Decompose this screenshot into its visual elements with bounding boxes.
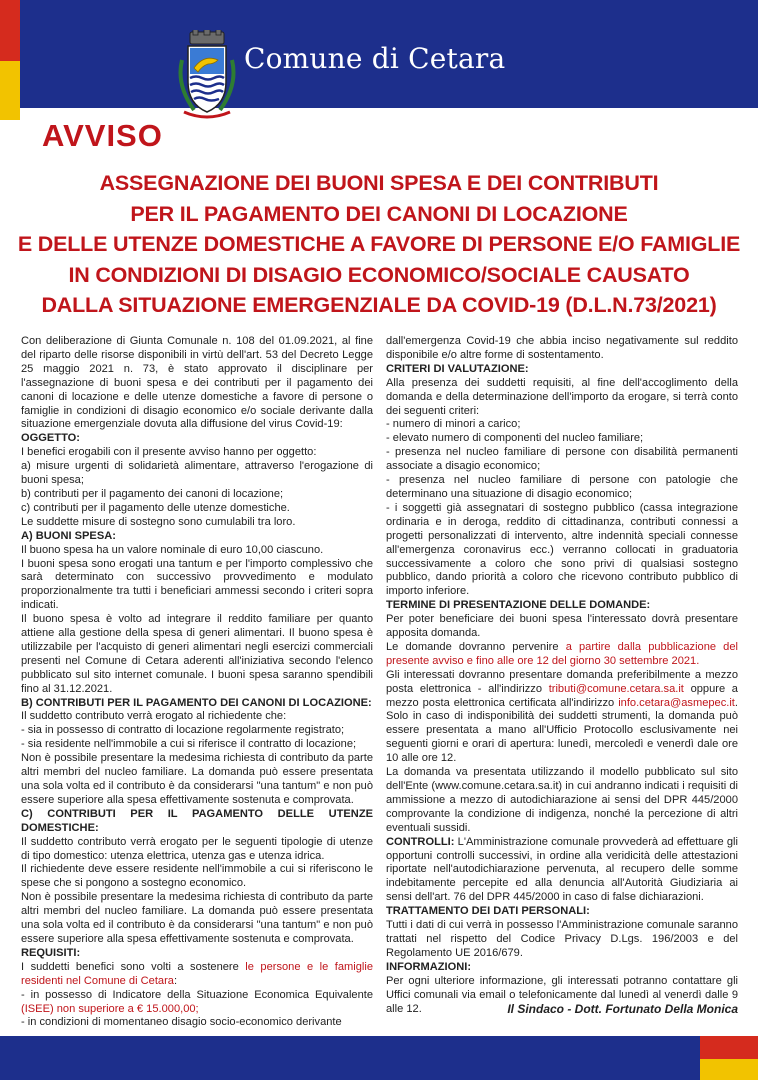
body-column-left: [21, 335, 373, 1030]
paragraph: I benefici erogabili con il presente avviso hanno per oggetto:: [21, 446, 317, 459]
section-heading-oggetto: OGGETTO:: [21, 432, 80, 445]
headline-line: IN CONDIZIONI DI DISAGIO ECONOMICO/SOCIALE CAUSATO: [68, 262, 690, 287]
text-run: . Solo in caso di indisponibilità dei suddetti strumenti, la domanda può essere presentata a mano all'Ufficio Protocollo esclusivamente nei seguenti giorni e orari di apertura: lunedì, mercoledì e venerdì dale ore 10 alle ore 12.: [386, 696, 738, 765]
paragraph: Per ogni ulteriore informazione, gli interessati potranno contattare gli Uffici comunali via email o telefonicamente dal lunedì al venerdì dalle 9 alle 12.: [386, 974, 738, 1015]
paragraph: [386, 836, 738, 906]
notice-headline: [0, 168, 758, 321]
town-crest-icon: [174, 30, 240, 120]
footer-band-blue: [0, 1036, 700, 1080]
paragraph: Il suddetto contributo verrà erogato al richiedente che:: [21, 710, 287, 723]
list-item: - sia residente nell'immobile a cui si riferisce il contratto di locazione;: [21, 738, 357, 751]
paragraph: Il buono spesa ha un valore nominale di euro 10,00 ciascuno.: [21, 543, 324, 556]
paragraph: Non è possibile presentare la medesima richiesta di contributo da parte altri membri del nucleo familiare. La domanda può essere presentata una sola volta ed il contributo è da considerarsi "una tantum" e non può essere superiore alla spesa effettivamente sostenuta e comprovata.: [21, 752, 373, 806]
footer-stripe-yellow: [700, 1059, 758, 1080]
highlight-text: (ISEE) non superiore a € 15.000,00;: [21, 1002, 199, 1015]
list-item: - elevato numero di componenti del nucleo familiare;: [386, 432, 644, 445]
deadline-text: a partire dalla pubblicazione del presente avviso e fino alle ore 12 del giorno 30 settembre 2021.: [386, 640, 738, 667]
text-run: oppure a mezzo posta elettronica certificata all'indirizzo: [386, 682, 738, 709]
list-item: b) contributi per il pagamento dei canoni di locazione;: [21, 487, 284, 500]
paragraph: Il suddetto contributo verrà erogato per le seguenti tipologie di utenze di tipo domestico: utenza elettrica, utenza gas e utenza idrica.: [21, 835, 373, 862]
headline-line: DALLA SITUAZIONE EMERGENZIALE DA COVID-19 (D.L.N.73/2021): [41, 293, 717, 317]
headline-line: PER IL PAGAMENTO DEI CANONI DI LOCAZIONE: [130, 201, 628, 226]
email-link[interactable]: tributi@comune.cetara.sa.it: [548, 682, 684, 695]
paragraph: Non è possibile presentare la medesima richiesta di contributo da parte altri membri del nucleo familiare. La domanda può essere presentata una sola volta ed il contributo è da considerarsi "una tantum" e non può essere superiore alla spesa effettivamente sostenuta e comprovata.: [21, 891, 373, 945]
section-heading-criteri: CRITERI DI VALUTAZIONE:: [386, 362, 529, 375]
section-heading-informazioni: INFORMAZIONI:: [386, 960, 472, 973]
text-run: I suddetti benefici sono volti a sostenere: [21, 960, 246, 973]
section-heading-locazione: B) CONTRIBUTI PER IL PAGAMENTO DEI CANONI DI LOCAZIONE:: [21, 696, 372, 709]
list-item: - presenza nel nucleo familiare di persone con disabilità permanenti associate a disagio economico;: [386, 446, 738, 473]
section-heading-buoni-spesa: A) BUONI SPESA:: [21, 529, 116, 542]
mayor-signature: Il Sindaco - Dott. Fortunato Della Monica: [507, 1002, 738, 1016]
headline-line: ASSEGNAZIONE DEI BUONI SPESA E DEI CONTRIBUTI: [99, 171, 659, 195]
section-heading-termine: TERMINE DI PRESENTAZIONE DELLE DOMANDE:: [386, 599, 651, 612]
list-item: - numero di minori a carico;: [386, 418, 521, 431]
highlight-text: le persone e le famiglie residenti nel Comune di Cetara: [21, 960, 373, 987]
paragraph: La domanda va presentata utilizzando il modello pubblicato sul sito dell'Ente (www.comune.cetara.sa.it) in cui andranno indicati i requisiti di ammissione a mezzo di autodichiarazione ai sensi del DPR 445/2000 comprovante la condizione di indigenza, nonché la percezione di altri eventuali sussidi.: [386, 766, 738, 834]
intro-paragraph: Con deliberazione di Giunta Comunale n. 108 del 01.09.2021, al fine del riparto delle risorse disponibili in virtù dell'art. 53 del Decreto Legge 25 maggio 2021 n. 73, è stato approvato il disciplinare per l'assegnazione di buoni spesa e dei contributi per il pagamento dei canoni di locazione e delle utenze domestiche a favore di persone o famiglie in condizioni di disagio economico e/o sociale derivante dalla situazione emergenziale dovuta alla diffusione del virus Covid-19:: [21, 335, 373, 431]
town-name: Comune di Cetara: [244, 42, 506, 75]
text-run: Gli interessati dovranno presentare domanda preferibilmente a mezzo posta elettronica - all'indirizzo: [386, 668, 738, 695]
paragraph: [386, 669, 738, 766]
pec-email-link[interactable]: info.cetara@asmepec.it: [618, 696, 735, 709]
section-heading-trattamento: TRATTAMENTO DEI DATI PERSONALI:: [386, 905, 590, 918]
paragraph: I buoni spesa sono erogati una tantum e per l'importo complessivo che sarà determinato con successivo provvedimento e modulato proporzionalmente tra tutti i beneficiari ammessi secondo i criteri sopra indicati.: [21, 557, 373, 612]
paragraph: Per poter beneficiare dei buoni spesa l'interessato dovrà presentare apposita domanda.: [386, 613, 738, 640]
paragraph: Tutti i dati di cui verrà in possesso l'Amministrazione comunale saranno trattati nel rispetto del Codice Privacy D.Lgs. 196/2003 e del Regolamento UE 2016/679.: [386, 919, 738, 959]
text-run: L'Amministrazione comunale provvederà ad effettuare gli opportuni controlli successivi, in ordine alla veridicità delle attestazioni riportate nell'autodichiarazione pervenuta, al recupero delle somme indebitamente percepite ed alla denuncia all'Autorità Giudiziaria ai sensi dell'art. 76 del DPR 445/2000 in caso di false dichiarazioni.: [386, 835, 738, 904]
body-column-right: [386, 335, 738, 1016]
list-item: - i soggetti già assegnatari di sostegno pubblico (cassa integrazione ordinaria e in deroga, reddito di cittadinanza, contributi connessi a progetti personalizzati di intervento, altre indennità speciali connesse all'emergenza coronavirus ecc.) verranno collocati in graduatoria successivamente a coloro che sono privi di qualsiasi sostegno pubblico, dando priorità a coloro che ricevono contributo pubblico di importo inferiore.: [386, 501, 738, 598]
list-item: c) contributi per il pagamento delle utenze domestiche.: [21, 501, 290, 514]
text-run: Le domande dovranno pervenire: [386, 640, 566, 653]
flag-stripe-red: [0, 0, 20, 61]
section-heading-utenze: C) CONTRIBUTI PER IL PAGAMENTO DELLE UTENZE DOMESTICHE:: [21, 807, 373, 834]
list-item: - in condizioni di momentaneo disagio socio-economico derivante: [21, 1016, 342, 1029]
paragraph: Alla presenza dei suddetti requisiti, al fine dell'accoglimento della domanda e della determinazione dell'importo da erogare, si terrà conto dei seguenti criteri:: [386, 376, 738, 417]
paragraph: dall'emergenza Covid-19 che abbia inciso negativamente sul reddito disponibile e/o altre forme di sostentamento.: [386, 335, 738, 361]
list-item: [21, 989, 373, 1017]
paragraph: Il buono spesa è volto ad integrare il reddito familiare per quanto attiene alla gestione della spesa di generi alimentari. Il buono spesa è utilizzabile per l'acquisto di generi alimentari negli esercizi commerciali presenti nel Comune di Cetara aderenti all'iniziativa secondo l'elenco pubblicato sul sito internet comunale. I buoni spesa saranno spendibili fino al 31.12.2021.: [21, 613, 373, 695]
list-item: a) misure urgenti di solidarietà alimentare, attraverso l'erogazione di buoni spesa;: [21, 460, 373, 487]
notice-label: AVVISO: [42, 118, 163, 153]
paragraph: [21, 961, 373, 989]
flag-stripe-yellow: [0, 61, 20, 120]
paragraph: [386, 641, 738, 669]
paragraph: Le suddette misure di sostegno sono cumulabili tra loro.: [21, 515, 296, 528]
headline-line: E DELLE UTENZE DOMESTICHE A FAVORE DI PERSONE E/O FAMIGLIE: [17, 232, 741, 256]
paragraph: Il richiedente deve essere residente nell'immobile a cui si riferiscono le spese che si pongono a sostegno economico.: [21, 863, 373, 890]
text-run: - in possesso di Indicatore della Situazione Economica Equivalente: [21, 988, 373, 1001]
list-item: - presenza nel nucleo familiare di persone con patologie che determinano una situazione di disagio economico;: [386, 474, 738, 500]
section-heading-requisiti: REQUISITI:: [21, 946, 81, 959]
footer-stripe-red: [700, 1036, 758, 1059]
text-run: :: [173, 974, 178, 987]
section-heading-controlli: CONTROLLI:: [386, 835, 455, 848]
list-item: - sia in possesso di contratto di locazione regolarmente registrato;: [21, 724, 345, 737]
